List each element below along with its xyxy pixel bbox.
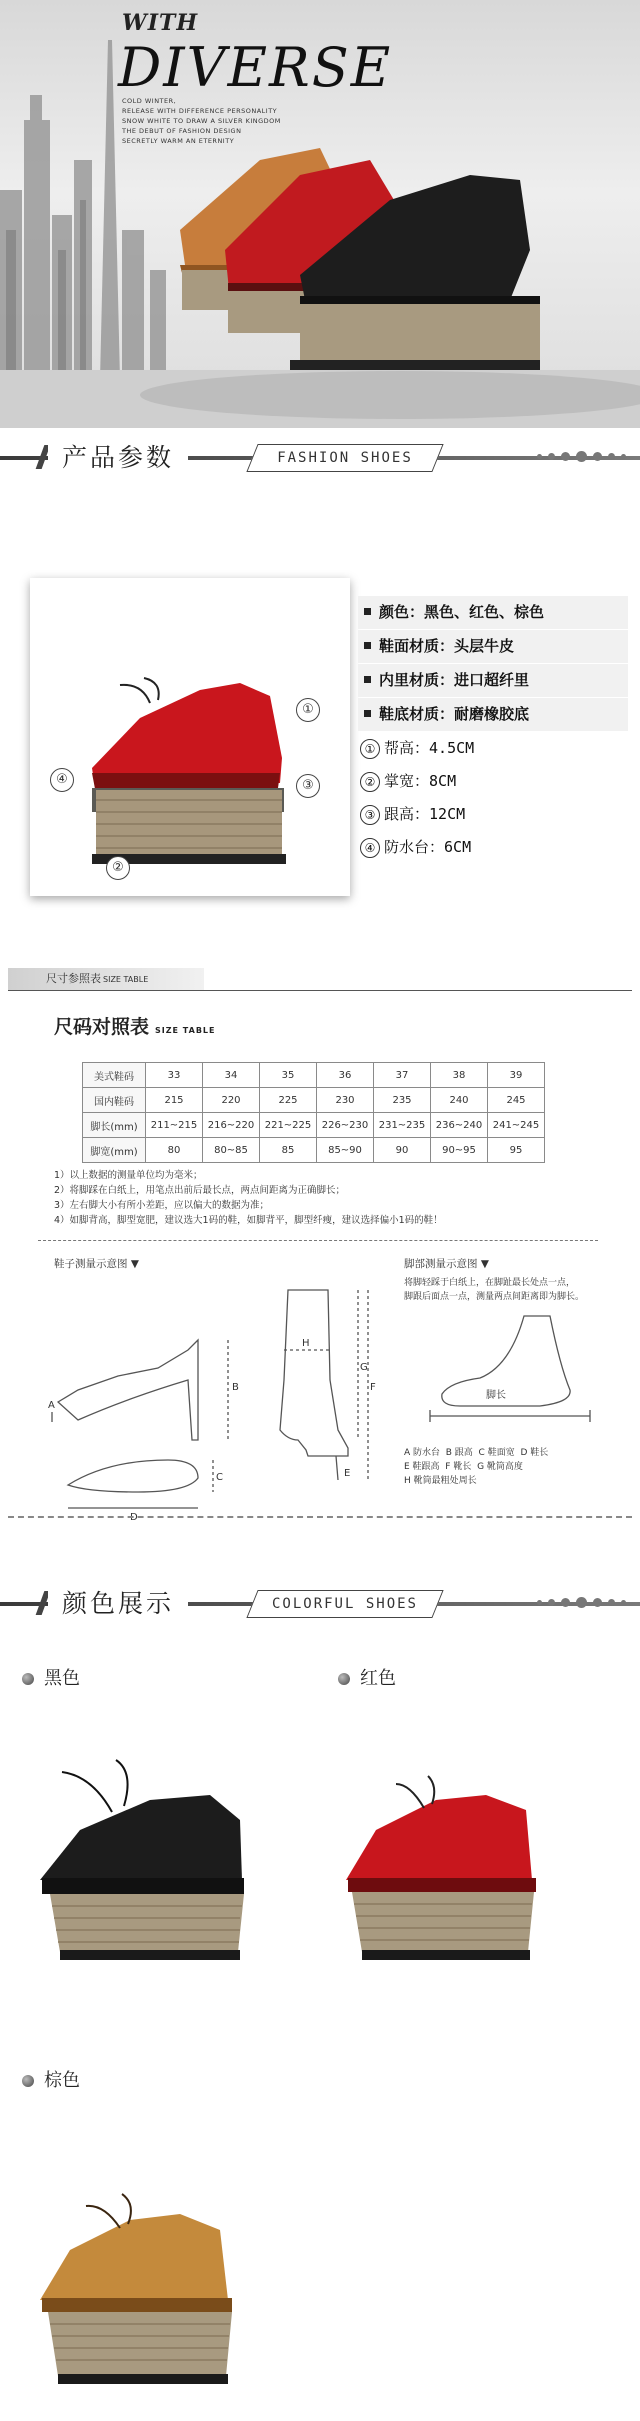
param-key: 颜色： <box>379 603 425 621</box>
size-table-cell: 235 <box>374 1088 431 1113</box>
size-table-cell: 90~95 <box>431 1138 488 1163</box>
material-row-upper <box>358 630 628 663</box>
size-table-tab-label: 尺寸参照表 SIZE TABLE <box>8 968 204 990</box>
measurement-row-sole-width: ② 掌宽：8CM <box>358 765 628 798</box>
size-table-row <box>83 1088 545 1113</box>
size-table-cell: 245 <box>488 1088 545 1113</box>
size-note: 3）左右脚大小有所小差距，应以偏大的数据为准； <box>54 1200 270 1211</box>
param-value: 耐磨橡胶底 <box>454 705 530 723</box>
section-banner-params <box>0 432 640 482</box>
param-key: 鞋底材质： <box>379 705 455 723</box>
size-table-cell: 225 <box>260 1088 317 1113</box>
size-table-cell: 95 <box>488 1138 545 1163</box>
size-table-cell: 215 <box>146 1088 203 1113</box>
size-note: 2）将脚踩在白纸上，用笔点出前后最长点，两点间距离为正确脚长； <box>54 1185 346 1196</box>
param-value: 进口超纤里 <box>454 671 530 689</box>
measurement-row-upper-height: ① 帮高：4.5CM <box>358 732 628 765</box>
size-table-cell: 38 <box>431 1063 488 1088</box>
callout-marker: ③ <box>296 774 320 798</box>
dim-letter-G: G <box>360 1362 368 1373</box>
hero-subtitle-line: COLD WINTER, <box>122 97 177 105</box>
decorative-dots <box>537 449 626 463</box>
size-table-row-header: 脚宽(mm) <box>83 1138 146 1163</box>
product-photo-frame <box>30 578 350 896</box>
bullet-icon <box>22 1673 34 1685</box>
hero-title-small: WITH <box>122 10 199 36</box>
hero-subtitle-line: RELEASE WITH DIFFERENCE PERSONALITY <box>122 107 278 115</box>
hero-subtitle-line: SECRETLY WARM AN ETERNITY <box>122 137 235 145</box>
legend-row: E 鞋跟高 F 靴长 G 靴筒高度 <box>404 1462 523 1472</box>
measurement-row-platform: ④ 防水台：6CM <box>358 831 628 864</box>
decorative-dots <box>537 1595 626 1609</box>
size-table <box>82 1062 545 1163</box>
shoe-photo-red <box>336 1740 576 1990</box>
size-table-row <box>83 1138 545 1163</box>
size-note: 1）以上数据的测量单位均为毫米； <box>54 1170 203 1181</box>
hero-subtitle-line: SNOW WHITE TO DRAW A SILVER KINGDOM <box>122 117 281 125</box>
color-label-brown: 棕色 <box>22 2066 80 2092</box>
dim-letter-H: H <box>302 1338 310 1349</box>
hero-banner <box>0 0 640 428</box>
divider-dashed <box>8 1516 632 1518</box>
divider-dashed <box>38 1240 598 1241</box>
size-table-cell: 240 <box>431 1088 488 1113</box>
dimension-legend <box>404 1446 548 1488</box>
legend-row: H 靴筒最粗处周长 <box>404 1476 477 1486</box>
size-table-tab <box>8 968 632 991</box>
shoe-diagram-label: 鞋子测量示意图 ▼ <box>54 1258 139 1270</box>
size-table-cell: 37 <box>374 1063 431 1088</box>
size-table-cell: 80 <box>146 1138 203 1163</box>
shoe-measurement-diagram <box>48 1280 378 1523</box>
foot-instructions: 将脚轻踩于白纸上，在脚趾最长处点一点， 脚跟后面点一点，测量两点间距离即为脚长。 <box>404 1278 585 1302</box>
shoe-photo-brown <box>20 2150 260 2410</box>
size-table-cell: 211~215 <box>146 1113 203 1138</box>
callout-marker: ① <box>296 698 320 722</box>
section-subtitle-colors: COLORFUL SHOES <box>246 1590 443 1618</box>
size-table-cell: 34 <box>203 1063 260 1088</box>
size-table-cell: 230 <box>317 1088 374 1113</box>
size-table-cell: 241~245 <box>488 1113 545 1138</box>
material-row-color <box>358 596 628 629</box>
dim-letter-D: D <box>130 1512 138 1523</box>
size-table-cell: 236~240 <box>431 1113 488 1138</box>
size-table-row <box>83 1113 545 1138</box>
measurement-row-heel-height: ③ 跟高：12CM <box>358 798 628 831</box>
param-key: 鞋面材质： <box>379 637 455 655</box>
size-table-cell: 226~230 <box>317 1113 374 1138</box>
hero-subtitle <box>122 96 352 146</box>
size-notes <box>54 1168 614 1228</box>
size-note: 4）如脚背高，脚型宽肥，建议选大1码的鞋，如脚背平，脚型纤瘦，建议选择偏小1码的鞋！ <box>54 1215 443 1226</box>
section-title-params: 产品参数 <box>48 438 188 478</box>
foot-length-marker: 脚长 <box>486 1390 506 1401</box>
param-key: 内里材质： <box>379 671 455 689</box>
size-table-cell: 85 <box>260 1138 317 1163</box>
shoe-photo-black <box>20 1740 260 1990</box>
color-label-black: 黑色 <box>22 1664 80 1690</box>
callout-marker: ② <box>106 856 130 880</box>
dim-letter-C: C <box>216 1472 223 1483</box>
size-table-cell: 80~85 <box>203 1138 260 1163</box>
size-table-cell: 35 <box>260 1063 317 1088</box>
dim-letter-B: B <box>232 1382 239 1393</box>
dim-letter-E: E <box>344 1468 351 1479</box>
size-table-cell: 221~225 <box>260 1113 317 1138</box>
color-label-red: 红色 <box>338 1664 396 1690</box>
foot-measurement-diagram <box>420 1306 620 1426</box>
size-table-row-header: 脚长(mm) <box>83 1113 146 1138</box>
hero-title-big: DIVERSE <box>118 36 393 99</box>
size-table-title: 尺码对照表 SIZE TABLE <box>54 1016 216 1038</box>
section-banner-colors <box>0 1578 640 1628</box>
dim-letter-F: F <box>370 1382 376 1393</box>
bullet-icon <box>338 1673 350 1685</box>
params-list <box>358 596 628 864</box>
size-table-cell: 220 <box>203 1088 260 1113</box>
size-table-cell: 231~235 <box>374 1113 431 1138</box>
size-table-row-header: 美式鞋码 <box>83 1063 146 1088</box>
bullet-icon <box>22 2075 34 2087</box>
size-table-cell: 36 <box>317 1063 374 1088</box>
size-table-cell: 216~220 <box>203 1113 260 1138</box>
red-shoe-photo <box>30 578 350 896</box>
hero-subtitle-line: THE DEBUT OF FASHION DESIGN <box>122 127 242 135</box>
callout-marker: ④ <box>50 768 74 792</box>
material-row-sole <box>358 698 628 731</box>
size-table-row <box>83 1063 545 1088</box>
size-table-cell: 39 <box>488 1063 545 1088</box>
legend-row: A 防水台 B 跟高 C 鞋面宽 D 鞋长 <box>404 1448 549 1458</box>
param-value: 头层牛皮 <box>454 637 515 655</box>
material-row-lining <box>358 664 628 697</box>
size-table-cell: 85~90 <box>317 1138 374 1163</box>
foot-diagram-label: 脚部测量示意图 ▼ <box>404 1258 489 1270</box>
dim-letter-A: A <box>48 1400 55 1411</box>
param-value: 黑色、红色、棕色 <box>424 603 545 621</box>
size-table-row-header: 国内鞋码 <box>83 1088 146 1113</box>
section-title-colors: 颜色展示 <box>48 1584 188 1624</box>
size-table-cell: 33 <box>146 1063 203 1088</box>
section-subtitle-params: FASHION SHOES <box>246 444 443 472</box>
size-table-cell: 90 <box>374 1138 431 1163</box>
